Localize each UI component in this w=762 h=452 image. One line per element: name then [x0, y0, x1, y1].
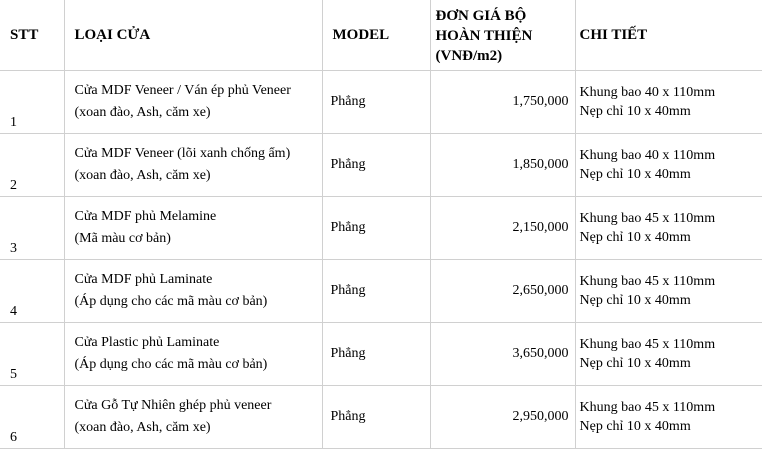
- detail-line-2: Nẹp chỉ 10 x 40mm: [579, 229, 691, 245]
- row-price: 1,850,000: [430, 133, 575, 196]
- header-door-type: LOẠI CỬA: [64, 0, 322, 70]
- row-price: 3,650,000: [430, 322, 575, 385]
- table-row: [0, 322, 762, 385]
- row-stt: 4: [0, 259, 64, 322]
- detail-line-1: Khung bao 45 x 110mm: [579, 210, 716, 226]
- door-type-line-1: Cửa MDF Veneer (lõi xanh chống ẩm): [74, 145, 291, 161]
- row-model: Phẳng: [322, 196, 430, 259]
- door-type-line-2: (xoan đào, Ash, căm xe): [74, 419, 211, 435]
- table-row: [0, 259, 762, 322]
- row-price: 2,650,000: [430, 259, 575, 322]
- door-type-line-1: Cửa Gỗ Tự Nhiên ghép phủ veneer: [74, 397, 272, 413]
- detail-line-1: Khung bao 45 x 110mm: [579, 399, 716, 415]
- detail-line-2: Nẹp chỉ 10 x 40mm: [579, 418, 691, 434]
- row-detail: [575, 385, 762, 448]
- row-model: Phẳng: [322, 259, 430, 322]
- row-door-type: [64, 70, 322, 133]
- header-price-line-2: HOÀN THIỆN: [435, 27, 533, 44]
- table-header-row: [0, 0, 762, 70]
- door-type-line-2: (Mã màu cơ bản): [74, 230, 171, 246]
- table-row: [0, 133, 762, 196]
- row-door-type: [64, 322, 322, 385]
- detail-line-2: Nẹp chỉ 10 x 40mm: [579, 355, 691, 371]
- row-detail: [575, 70, 762, 133]
- door-type-line-2: (xoan đào, Ash, căm xe): [74, 167, 211, 183]
- row-price: 2,950,000: [430, 385, 575, 448]
- row-door-type: [64, 133, 322, 196]
- detail-line-2: Nẹp chỉ 10 x 40mm: [579, 103, 691, 119]
- detail-line-1: Khung bao 45 x 110mm: [579, 336, 716, 352]
- row-stt: 2: [0, 133, 64, 196]
- header-stt: STT: [0, 0, 64, 70]
- row-model: Phẳng: [322, 385, 430, 448]
- detail-line-1: Khung bao 45 x 110mm: [579, 273, 716, 289]
- row-stt: 5: [0, 322, 64, 385]
- row-door-type: [64, 259, 322, 322]
- row-stt: 3: [0, 196, 64, 259]
- row-stt: 6: [0, 385, 64, 448]
- detail-line-2: Nẹp chỉ 10 x 40mm: [579, 292, 691, 308]
- detail-line-1: Khung bao 40 x 110mm: [579, 147, 716, 163]
- table-row: [0, 196, 762, 259]
- door-type-line-1: Cửa MDF phủ Melamine: [74, 208, 217, 224]
- row-door-type: [64, 196, 322, 259]
- door-type-line-2: (Áp dụng cho các mã màu cơ bản): [74, 356, 268, 372]
- header-price-line-3: (VNĐ/m2): [435, 47, 503, 64]
- header-detail: CHI TIẾT: [575, 0, 762, 70]
- row-detail: [575, 259, 762, 322]
- row-price: 2,150,000: [430, 196, 575, 259]
- row-detail: [575, 133, 762, 196]
- row-model: Phẳng: [322, 133, 430, 196]
- door-type-line-1: Cửa MDF phủ Laminate: [74, 271, 213, 287]
- table-row: [0, 385, 762, 448]
- door-type-line-2: (Áp dụng cho các mã màu cơ bản): [74, 293, 268, 309]
- door-type-line-1: Cửa MDF Veneer / Ván ép phủ Veneer: [74, 82, 291, 98]
- row-model: Phẳng: [322, 322, 430, 385]
- row-price: 1,750,000: [430, 70, 575, 133]
- header-unit-price: [430, 0, 575, 70]
- table-row: [0, 70, 762, 133]
- detail-line-2: Nẹp chỉ 10 x 40mm: [579, 166, 691, 182]
- row-stt: 1: [0, 70, 64, 133]
- door-type-line-1: Cửa Plastic phủ Laminate: [74, 334, 220, 350]
- detail-line-1: Khung bao 40 x 110mm: [579, 84, 716, 100]
- row-detail: [575, 322, 762, 385]
- row-model: Phẳng: [322, 70, 430, 133]
- row-detail: [575, 196, 762, 259]
- row-door-type: [64, 385, 322, 448]
- header-model: MODEL: [322, 0, 430, 70]
- door-type-line-2: (xoan đào, Ash, căm xe): [74, 104, 211, 120]
- header-price-line-1: ĐƠN GIÁ BỘ: [435, 7, 527, 24]
